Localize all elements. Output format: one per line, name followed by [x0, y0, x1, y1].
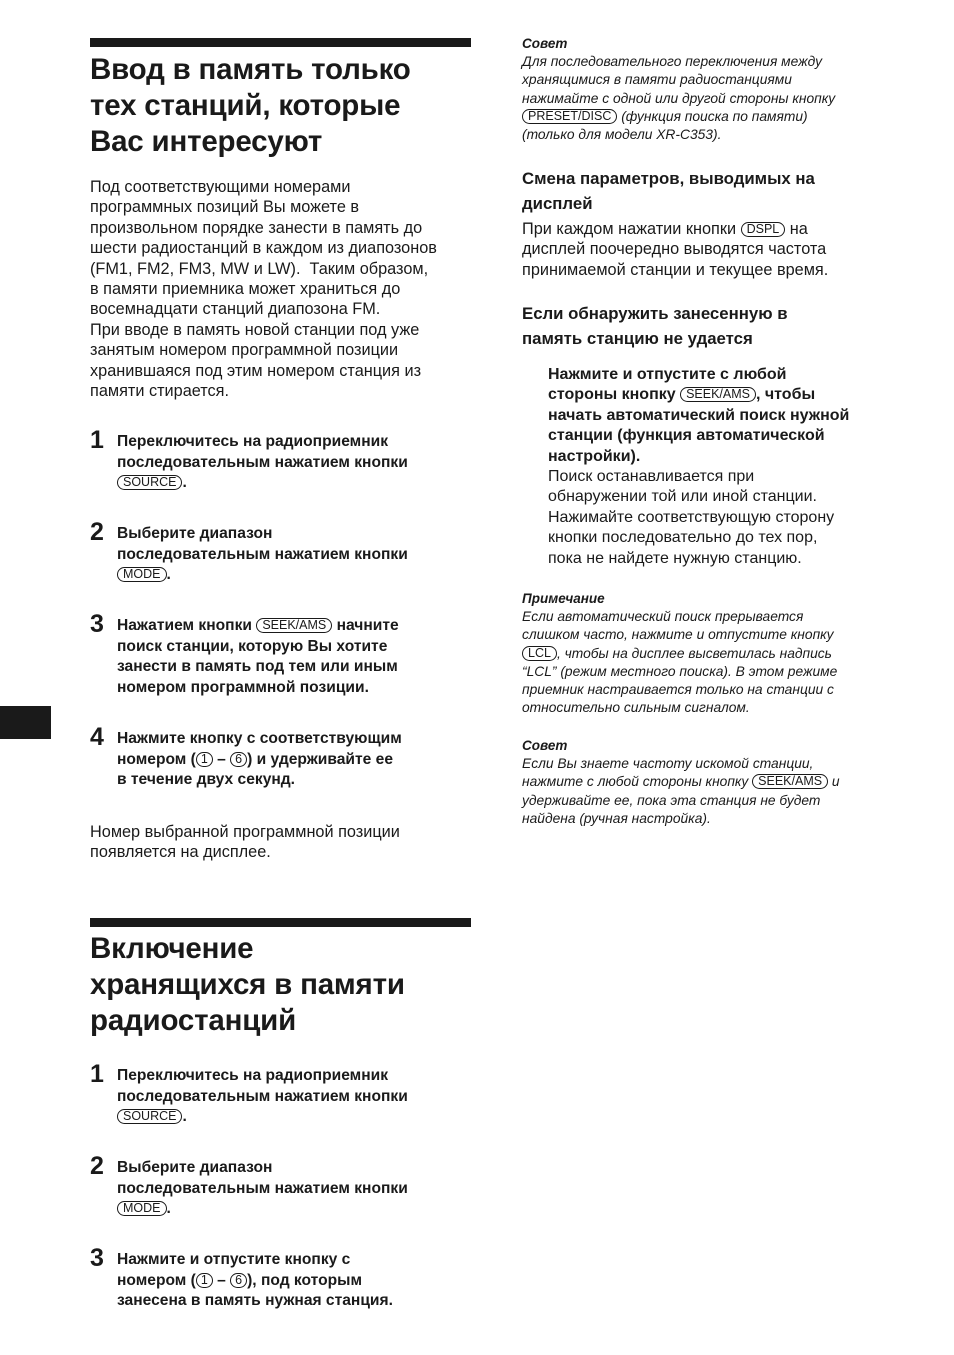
text-line: Номер выбранной программной позиции: [90, 823, 400, 841]
step-line: Переключитесь на радиоприемник: [117, 433, 389, 450]
step-line: в течение двух секунд.: [117, 771, 296, 788]
note-text: [522, 608, 902, 718]
step-line: [117, 1271, 477, 1292]
tip-text: [522, 755, 902, 828]
step-fragment: номером (: [117, 750, 196, 768]
search-instructions: [548, 365, 918, 569]
step-line: [117, 616, 477, 637]
text-line: настройки).: [548, 447, 641, 465]
preset-1-key: 1: [196, 752, 213, 767]
step-number: 4: [90, 723, 104, 751]
lcl-key: LCL: [522, 646, 557, 661]
step-number: 2: [90, 518, 104, 546]
text-fragment: на: [785, 220, 808, 238]
note-line: приемник настраивается только на станции с: [522, 682, 834, 698]
title-line: Если обнаружить занесенную в: [522, 304, 788, 323]
text-line: Нажмите и отпустите с любой: [548, 366, 787, 383]
tip-line: найдена (ручная настройка).: [522, 810, 711, 826]
preset-6-key: 6: [230, 1273, 247, 1288]
punctuation: .: [166, 566, 171, 583]
text-line: Поиск останавливается при: [548, 468, 755, 486]
note-line: слишком часто, нажмите и отпустите кнопку: [522, 627, 834, 643]
step-line: последовательным нажатием кнопки: [117, 545, 408, 563]
mode-key: MODE: [117, 567, 167, 582]
step-line: Нажмите и отпустите кнопку с: [117, 1251, 351, 1268]
title-line: Смена параметров, выводимых на: [522, 169, 815, 188]
text-line: принимаемой станции и текущее время.: [522, 260, 829, 279]
text-fragment: , чтобы: [756, 386, 816, 404]
step-line: Выберите диапазон: [117, 525, 273, 542]
mode-key: MODE: [117, 1201, 167, 1216]
source-key: SOURCE: [117, 475, 182, 490]
subsection-title: [522, 167, 902, 216]
bold-instruction: [548, 365, 918, 467]
tip-title: Совет: [522, 36, 568, 51]
step-line: последовательным нажатием кнопки: [117, 1087, 408, 1105]
step-line: [117, 1199, 477, 1220]
text-line: При вводе в память новой станции под уже: [90, 320, 420, 339]
preset-6-key: 6: [230, 752, 247, 767]
tip-block: [522, 35, 902, 144]
text-line: кнопки последовательно до тех пор,: [548, 529, 818, 547]
step-text: [117, 1158, 477, 1220]
tip-block: [522, 737, 902, 828]
note-title: Примечание: [522, 591, 605, 606]
step-text: [117, 432, 477, 494]
step-fragment: начните: [336, 617, 399, 634]
title-line: радиостанций: [90, 1004, 297, 1037]
step-number: 1: [90, 1060, 104, 1088]
seek-ams-key: SEEK/AMS: [680, 387, 756, 402]
text-line: Нажимайте соответствующую сторону: [548, 508, 835, 526]
step-number: 2: [90, 1152, 104, 1180]
display-paragraph: [522, 219, 902, 280]
title-line: память станцию не удается: [522, 328, 753, 348]
page-edge-tab: [0, 706, 51, 739]
text-line: обнаружении той или иной станции.: [548, 488, 817, 506]
tip-text: [522, 53, 902, 144]
text-line: дисплей поочередно выводятся частота: [522, 240, 827, 259]
step-text: [117, 1066, 477, 1128]
tip-title: Совет: [522, 738, 568, 753]
text-line: памяти стирается.: [90, 382, 230, 401]
note-line: [522, 645, 902, 663]
step-number: 1: [90, 426, 104, 454]
tip-line: [522, 108, 902, 126]
text-fragment: При каждом нажатии кнопки: [522, 220, 741, 238]
step-fragment: –: [212, 750, 231, 768]
punctuation: .: [182, 1108, 187, 1125]
tip-line: Для последовательного переключения между: [522, 54, 822, 69]
step-fragment: ), под которым: [247, 1271, 363, 1289]
title-line: Вас интересуют: [90, 125, 323, 158]
tip-fragment: нажмите с любой стороны кнопку: [522, 774, 753, 790]
note-block: [522, 590, 902, 718]
tip-line: удерживайте ее, пока эта станция не будет: [522, 792, 821, 808]
seek-ams-key: SEEK/AMS: [752, 774, 828, 789]
step-text: [117, 1250, 477, 1312]
text-fragment: стороны кнопку: [548, 386, 681, 404]
text-line: восемнадцати станций диапозона FM.: [90, 300, 381, 319]
note-line: “LCL” (режим местного поиска). В этом режиме: [522, 663, 838, 679]
step-line: Выберите диапазон: [117, 1159, 273, 1176]
source-key: SOURCE: [117, 1109, 182, 1124]
tip-line: [522, 773, 902, 791]
step-line: Переключитесь на радиоприемник: [117, 1067, 389, 1084]
dspl-key: DSPL: [741, 222, 786, 237]
tip-line: нажимайте с одной или другой стороны кнопку: [522, 90, 836, 106]
text-line: произвольном порядке занести в память до: [90, 218, 423, 237]
seek-ams-key: SEEK/AMS: [256, 618, 332, 633]
text-line: в памяти приемника может храниться до: [90, 280, 401, 299]
section-rule: [90, 38, 471, 47]
section-title: [90, 52, 480, 160]
title-line: дисплей: [522, 193, 593, 213]
tip-line: хранящимися в памяти радиостанциями: [522, 72, 792, 88]
note-line: относительно сильным сигналом.: [522, 700, 750, 716]
step-number: 3: [90, 1244, 104, 1272]
tip-line: (только для модели XR-C353).: [522, 127, 722, 143]
step-fragment: ) и удерживайте ее: [247, 750, 393, 768]
tip-fragment: (функция поиска по памяти): [617, 108, 808, 124]
step-fragment: номером (: [117, 1271, 196, 1289]
text-line: пока не найдете нужную станцию.: [548, 549, 802, 567]
text-line: шести радиостанций в каждом из диапозонов: [90, 239, 437, 258]
preset-disc-key: PRESET/DISC: [522, 109, 617, 124]
closing-paragraph: [90, 822, 480, 863]
note-line: Если автоматический поиск прерывается: [522, 609, 804, 624]
step-line: занесена в память нужная станция.: [117, 1292, 393, 1309]
step-text: [117, 729, 477, 791]
step-line: [117, 473, 477, 494]
section-rule: [90, 918, 471, 927]
text-line: занятым номером программной позиции: [90, 341, 399, 360]
tip-fragment: и: [828, 774, 840, 790]
step-line: последовательным нажатием кнопки: [117, 1179, 408, 1197]
text-line: хранившаяся под этим номером станция из: [90, 361, 422, 380]
title-line: хранящихся в памяти: [90, 968, 405, 1001]
step-text: [117, 616, 477, 698]
punctuation: .: [166, 1200, 171, 1217]
title-line: тех станций, которые: [90, 89, 401, 122]
step-number: 3: [90, 610, 104, 638]
step-line: номером программной позиции.: [117, 678, 369, 696]
subsection-title: [522, 302, 902, 351]
text-line: [548, 385, 918, 405]
display-section: [522, 167, 902, 277]
text-line: (FM1, FM2, FM3, MW и LW). Таким образом,: [90, 259, 429, 278]
search-fail-section: [522, 302, 902, 351]
step-fragment: Нажатием кнопки: [117, 617, 252, 634]
step-text: [117, 524, 477, 586]
section-title: [90, 931, 480, 1039]
text-line: Под соответствующими номерами: [90, 178, 351, 196]
text-line: станции (функция автоматической: [548, 427, 825, 445]
step-line: последовательным нажатием кнопки: [117, 453, 408, 471]
tip-line: Если Вы знаете частоту искомой станции,: [522, 756, 814, 771]
step-line: поиск станции, которую Вы хотите: [117, 637, 388, 655]
text-line: начать автоматический поиск нужной: [548, 406, 850, 424]
intro-paragraph: [90, 177, 480, 401]
step-fragment: –: [212, 1271, 231, 1289]
step-line: [117, 750, 477, 771]
note-fragment: , чтобы на дисплее высветилась надпись: [556, 645, 832, 661]
step-line: Нажмите кнопку с соответствующим: [117, 730, 402, 747]
step-line: занести в память под тем или иным: [117, 658, 398, 675]
step-line: [117, 565, 477, 586]
text-line: появляется на дисплее.: [90, 843, 271, 862]
preset-1-key: 1: [196, 1273, 213, 1288]
text-line: программных позиций Вы можете в: [90, 198, 360, 217]
punctuation: .: [182, 474, 187, 491]
title-line: Включение: [90, 932, 254, 965]
title-line: Ввод в память только: [90, 53, 411, 86]
step-line: [117, 1107, 477, 1128]
text-line: [522, 219, 902, 239]
